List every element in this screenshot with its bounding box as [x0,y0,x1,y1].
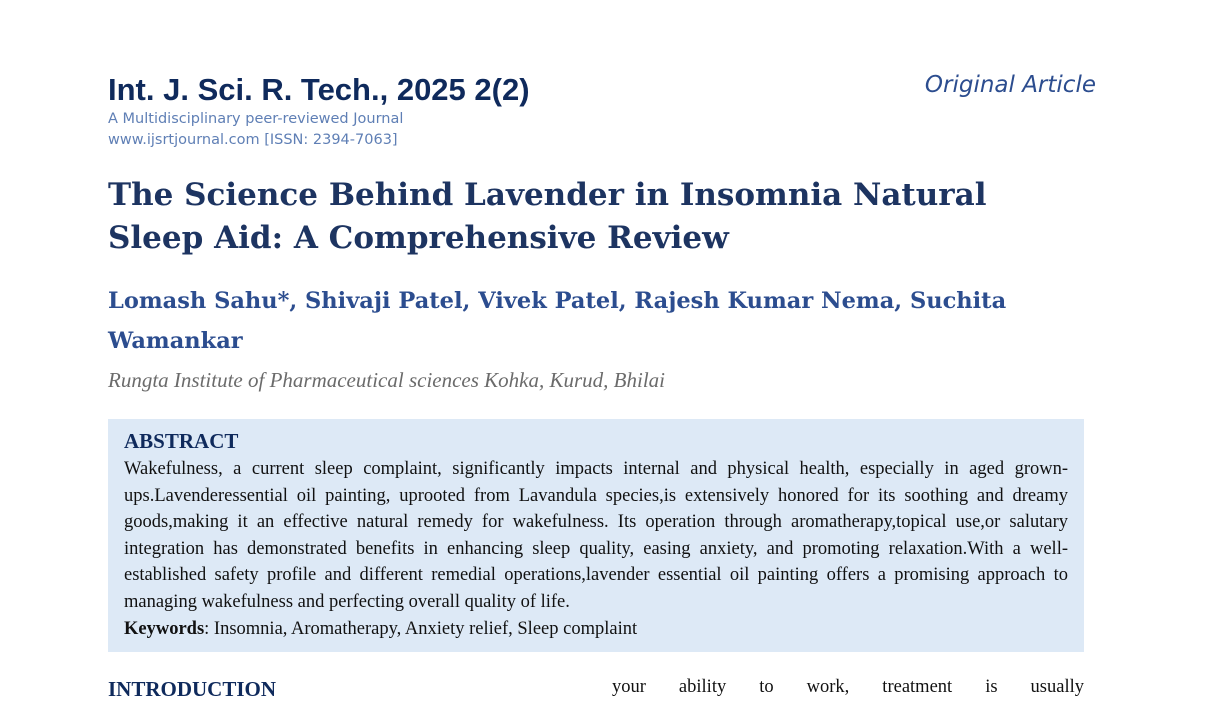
author-list: Lomash Sahu*, Shivaji Patel, Vivek Patel, Rajesh Kumar Nema, Suchita Wamankar [108,288,1007,354]
keywords-list: : Insomnia, Aromatherapy, Anxiety relief, Sleep complaint [204,618,638,639]
paper-title: The Science Behind Lavender in Insomnia Natural Sleep Aid: A Comprehensive Review [108,177,987,256]
abstract-text: Wakefulness, a current sleep complaint, significantly impacts internal and physical health, especially in aged grown-ups.Lavenderessential oil painting, uprooted from Lavandula species,is extensively honored for its soothing and dreamy goods,making it an effective natural remedy for wakefulness. Its operation through aromatherapy,topical use,or salutary integration has demonstrated benefits in enhancing sleep quality, easing anxiety, and promoting relaxation.With a well-established safety profile and different remedial operations,lavender essential oil painting offers a promising approach to managing wakefulness and perfecting overall quality of life. [124,459,1068,612]
journal-title: Int. J. Sci. R. Tech., 2025 2(2) [108,72,530,107]
article-type-label: Original Article [924,72,1096,98]
keywords-label: Keywords [124,618,205,639]
introduction-heading: INTRODUCTION [108,677,277,701]
abstract-section [108,419,1084,652]
keywords-line [124,616,1068,643]
body-text-right-column: your ability to work, treatment is usually [612,677,1084,697]
journal-website[interactable]: www.ijsrtjournal.com [ISSN: 2394-7063] [108,132,398,148]
affiliation: Rungta Institute of Pharmaceutical sciences Kohka, Kurud, Bhilai [108,368,666,392]
abstract-heading: ABSTRACT [124,429,239,453]
journal-subtitle: A Multidisciplinary peer-reviewed Journal [108,111,404,127]
